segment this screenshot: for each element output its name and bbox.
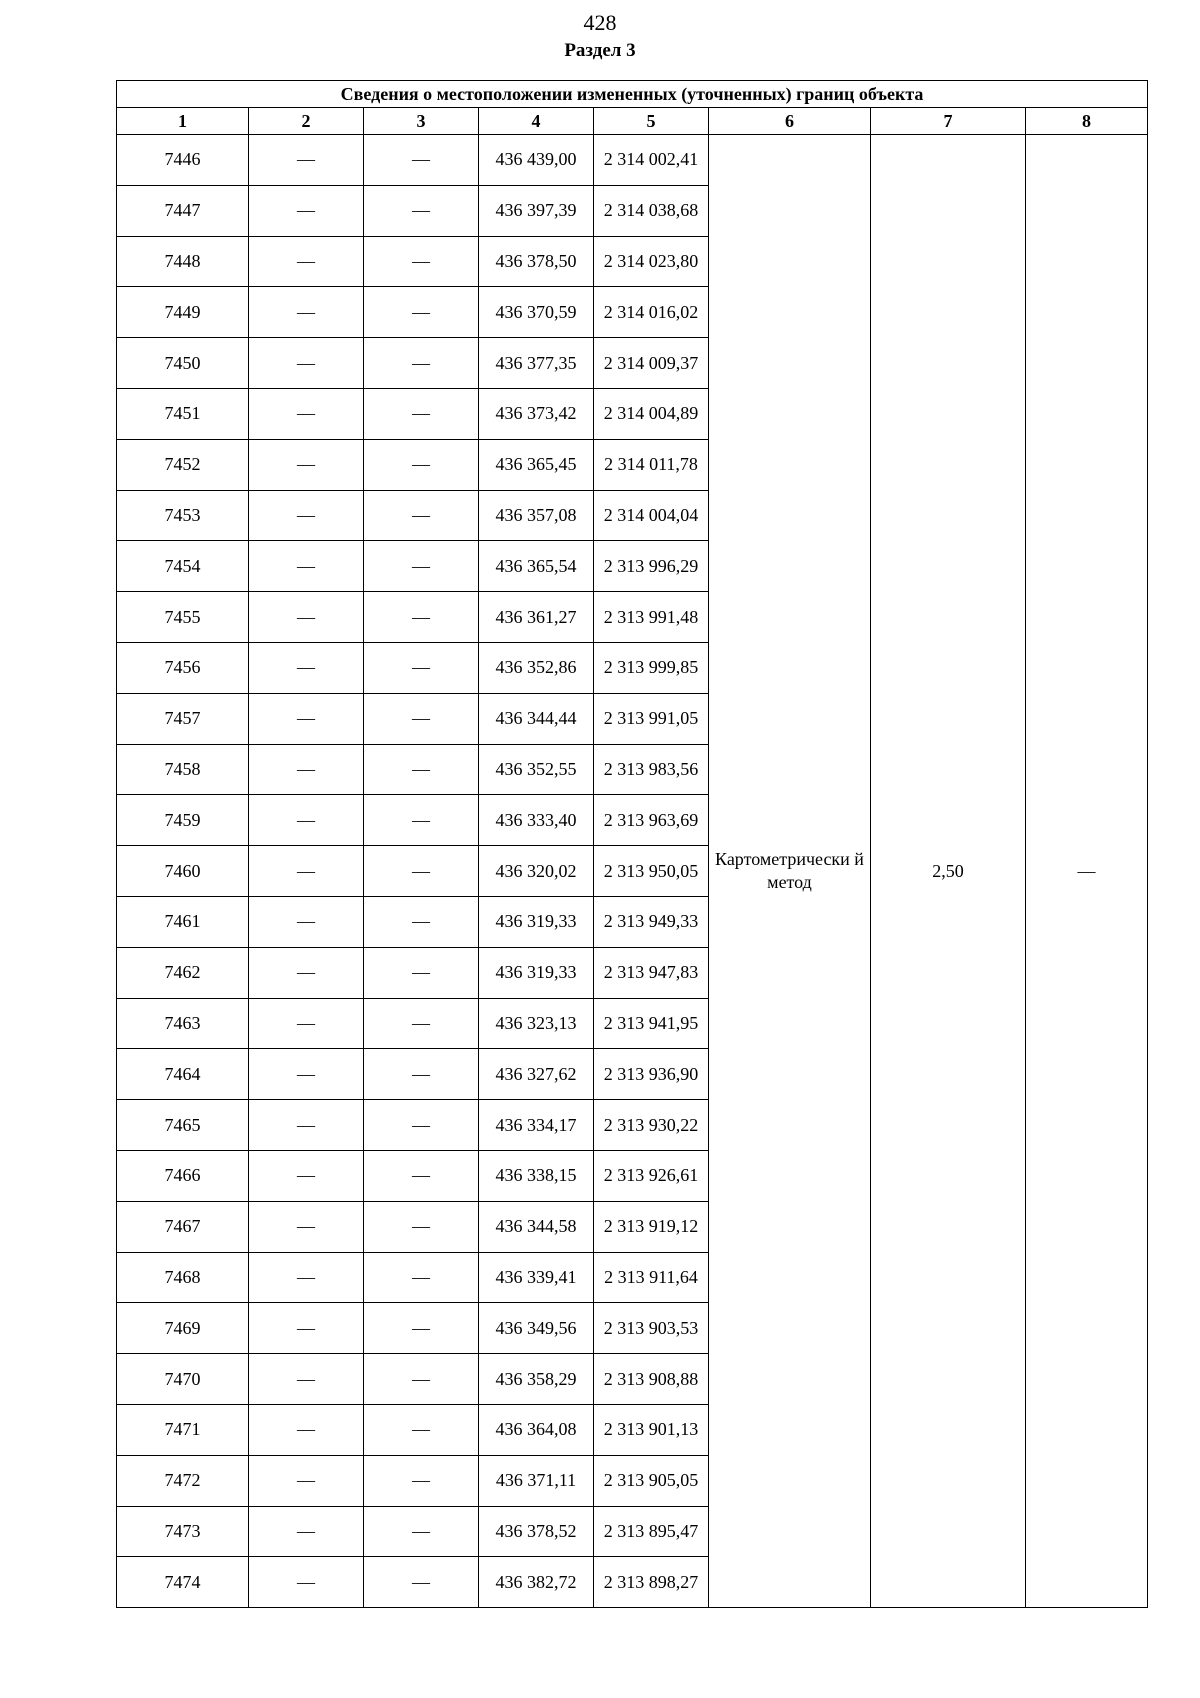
x-coordinate-cell: 436 361,27 [479,592,594,643]
point-number-cell: 7449 [117,287,249,338]
col3-cell: — [364,185,479,236]
col2-cell: — [249,338,364,389]
x-coordinate-cell: 436 358,29 [479,1354,594,1405]
col3-cell: — [364,1252,479,1303]
col2-cell: — [249,1150,364,1201]
col3-cell: — [364,1100,479,1151]
y-coordinate-cell: 2 313 996,29 [594,541,709,592]
point-number-cell: 7455 [117,592,249,643]
col3-cell: — [364,490,479,541]
col2-cell: — [249,1201,364,1252]
point-number-cell: 7452 [117,439,249,490]
coordinates-table [116,80,1148,1608]
column-header: 4 [479,108,594,135]
x-coordinate-cell: 436 349,56 [479,1303,594,1354]
point-number-cell: 7462 [117,947,249,998]
point-number-cell: 7446 [117,135,249,186]
y-coordinate-cell: 2 313 999,85 [594,642,709,693]
col2-cell: — [249,287,364,338]
y-coordinate-cell: 2 314 004,89 [594,388,709,439]
x-coordinate-cell: 436 378,50 [479,236,594,287]
col2-cell: — [249,896,364,947]
point-number-cell: 7448 [117,236,249,287]
col2-cell: — [249,185,364,236]
point-number-cell: 7465 [117,1100,249,1151]
x-coordinate-cell: 436 344,58 [479,1201,594,1252]
x-coordinate-cell: 436 339,41 [479,1252,594,1303]
table-caption: Сведения о местоположении измененных (уточненных) границ объекта [117,81,1148,108]
col3-cell: — [364,1455,479,1506]
col3-cell: — [364,236,479,287]
column-header: 2 [249,108,364,135]
col2-cell: — [249,744,364,795]
col3-cell: — [364,592,479,643]
point-number-cell: 7467 [117,1201,249,1252]
table-body [117,135,1148,1608]
col3-cell: — [364,1557,479,1608]
y-coordinate-cell: 2 313 991,48 [594,592,709,643]
x-coordinate-cell: 436 370,59 [479,287,594,338]
x-coordinate-cell: 436 327,62 [479,1049,594,1100]
col2-cell: — [249,1506,364,1557]
col3-cell: — [364,693,479,744]
col3-cell: — [364,947,479,998]
column-header: 1 [117,108,249,135]
col3-cell: — [364,795,479,846]
y-coordinate-cell: 2 313 895,47 [594,1506,709,1557]
x-coordinate-cell: 436 365,54 [479,541,594,592]
col2-cell: — [249,1049,364,1100]
point-number-cell: 7469 [117,1303,249,1354]
x-coordinate-cell: 436 382,72 [479,1557,594,1608]
col3-cell: — [364,1354,479,1405]
col2-cell: — [249,439,364,490]
point-number-cell: 7458 [117,744,249,795]
x-coordinate-cell: 436 319,33 [479,896,594,947]
x-coordinate-cell: 436 364,08 [479,1404,594,1455]
col2-cell: — [249,1455,364,1506]
col2-cell: — [249,1303,364,1354]
y-coordinate-cell: 2 314 023,80 [594,236,709,287]
point-number-cell: 7468 [117,1252,249,1303]
point-number-cell: 7454 [117,541,249,592]
x-coordinate-cell: 436 319,33 [479,947,594,998]
col3-cell: — [364,846,479,897]
x-coordinate-cell: 436 323,13 [479,998,594,1049]
y-coordinate-cell: 2 314 002,41 [594,135,709,186]
col3-cell: — [364,388,479,439]
col2-cell: — [249,490,364,541]
col2-cell: — [249,642,364,693]
point-number-cell: 7447 [117,185,249,236]
col2-cell: — [249,388,364,439]
col2-cell: — [249,846,364,897]
page-number: 428 [583,10,617,35]
col3-cell: — [364,1404,479,1455]
y-coordinate-cell: 2 313 919,12 [594,1201,709,1252]
col3-cell: — [364,135,479,186]
col3-cell: — [364,998,479,1049]
x-coordinate-cell: 436 357,08 [479,490,594,541]
point-number-cell: 7451 [117,388,249,439]
col2-cell: — [249,998,364,1049]
point-number-cell: 7463 [117,998,249,1049]
point-number-cell: 7470 [117,1354,249,1405]
y-coordinate-cell: 2 313 898,27 [594,1557,709,1608]
col3-cell: — [364,1303,479,1354]
column-header: 3 [364,108,479,135]
y-coordinate-cell: 2 314 004,04 [594,490,709,541]
col3-cell: — [364,287,479,338]
col3-cell: — [364,439,479,490]
x-coordinate-cell: 436 378,52 [479,1506,594,1557]
y-coordinate-cell: 2 313 963,69 [594,795,709,846]
column-header: 5 [594,108,709,135]
point-number-cell: 7466 [117,1150,249,1201]
y-coordinate-cell: 2 313 949,33 [594,896,709,947]
point-number-cell: 7472 [117,1455,249,1506]
col3-cell: — [364,896,479,947]
col2-cell: — [249,236,364,287]
y-coordinate-cell: 2 313 950,05 [594,846,709,897]
point-number-cell: 7471 [117,1404,249,1455]
y-coordinate-cell: 2 313 983,56 [594,744,709,795]
x-coordinate-cell: 436 439,00 [479,135,594,186]
col3-cell: — [364,1049,479,1100]
column-header: 7 [871,108,1026,135]
col3-cell: — [364,744,479,795]
column-header-row [117,108,1148,135]
point-number-cell: 7464 [117,1049,249,1100]
method-cell: Картометрически й метод [709,135,871,1608]
x-coordinate-cell: 436 344,44 [479,693,594,744]
y-coordinate-cell: 2 313 941,95 [594,998,709,1049]
x-coordinate-cell: 436 365,45 [479,439,594,490]
col3-cell: — [364,1506,479,1557]
col2-cell: — [249,135,364,186]
col3-cell: — [364,541,479,592]
x-coordinate-cell: 436 352,55 [479,744,594,795]
y-coordinate-cell: 2 313 911,64 [594,1252,709,1303]
y-coordinate-cell: 2 313 905,05 [594,1455,709,1506]
x-coordinate-cell: 436 333,40 [479,795,594,846]
column-header: 8 [1026,108,1148,135]
point-number-cell: 7459 [117,795,249,846]
col2-cell: — [249,795,364,846]
y-coordinate-cell: 2 313 908,88 [594,1354,709,1405]
col2-cell: — [249,592,364,643]
y-coordinate-cell: 2 314 016,02 [594,287,709,338]
section-title: Раздел 3 [564,40,636,61]
col2-cell: — [249,947,364,998]
y-coordinate-cell: 2 313 947,83 [594,947,709,998]
x-coordinate-cell: 436 320,02 [479,846,594,897]
y-coordinate-cell: 2 313 936,90 [594,1049,709,1100]
x-coordinate-cell: 436 377,35 [479,338,594,389]
x-coordinate-cell: 436 371,11 [479,1455,594,1506]
y-coordinate-cell: 2 313 991,05 [594,693,709,744]
y-coordinate-cell: 2 314 009,37 [594,338,709,389]
col3-cell: — [364,1150,479,1201]
col2-cell: — [249,1354,364,1405]
x-coordinate-cell: 436 373,42 [479,388,594,439]
col2-cell: — [249,1252,364,1303]
y-coordinate-cell: 2 313 901,13 [594,1404,709,1455]
point-number-cell: 7473 [117,1506,249,1557]
col3-cell: — [364,338,479,389]
col3-cell: — [364,642,479,693]
point-number-cell: 7474 [117,1557,249,1608]
point-number-cell: 7461 [117,896,249,947]
point-number-cell: 7460 [117,846,249,897]
col2-cell: — [249,541,364,592]
col3-cell: — [364,1201,479,1252]
col2-cell: — [249,693,364,744]
x-coordinate-cell: 436 334,17 [479,1100,594,1151]
y-coordinate-cell: 2 313 930,22 [594,1100,709,1151]
col2-cell: — [249,1100,364,1151]
accuracy-cell: 2,50 [871,135,1026,1608]
point-number-cell: 7457 [117,693,249,744]
y-coordinate-cell: 2 313 926,61 [594,1150,709,1201]
col2-cell: — [249,1557,364,1608]
col2-cell: — [249,1404,364,1455]
point-number-cell: 7450 [117,338,249,389]
col8-cell: — [1026,135,1148,1608]
column-header: 6 [709,108,871,135]
x-coordinate-cell: 436 397,39 [479,185,594,236]
x-coordinate-cell: 436 338,15 [479,1150,594,1201]
point-number-cell: 7456 [117,642,249,693]
table-row [117,135,1148,186]
y-coordinate-cell: 2 314 011,78 [594,439,709,490]
point-number-cell: 7453 [117,490,249,541]
y-coordinate-cell: 2 313 903,53 [594,1303,709,1354]
x-coordinate-cell: 436 352,86 [479,642,594,693]
y-coordinate-cell: 2 314 038,68 [594,185,709,236]
